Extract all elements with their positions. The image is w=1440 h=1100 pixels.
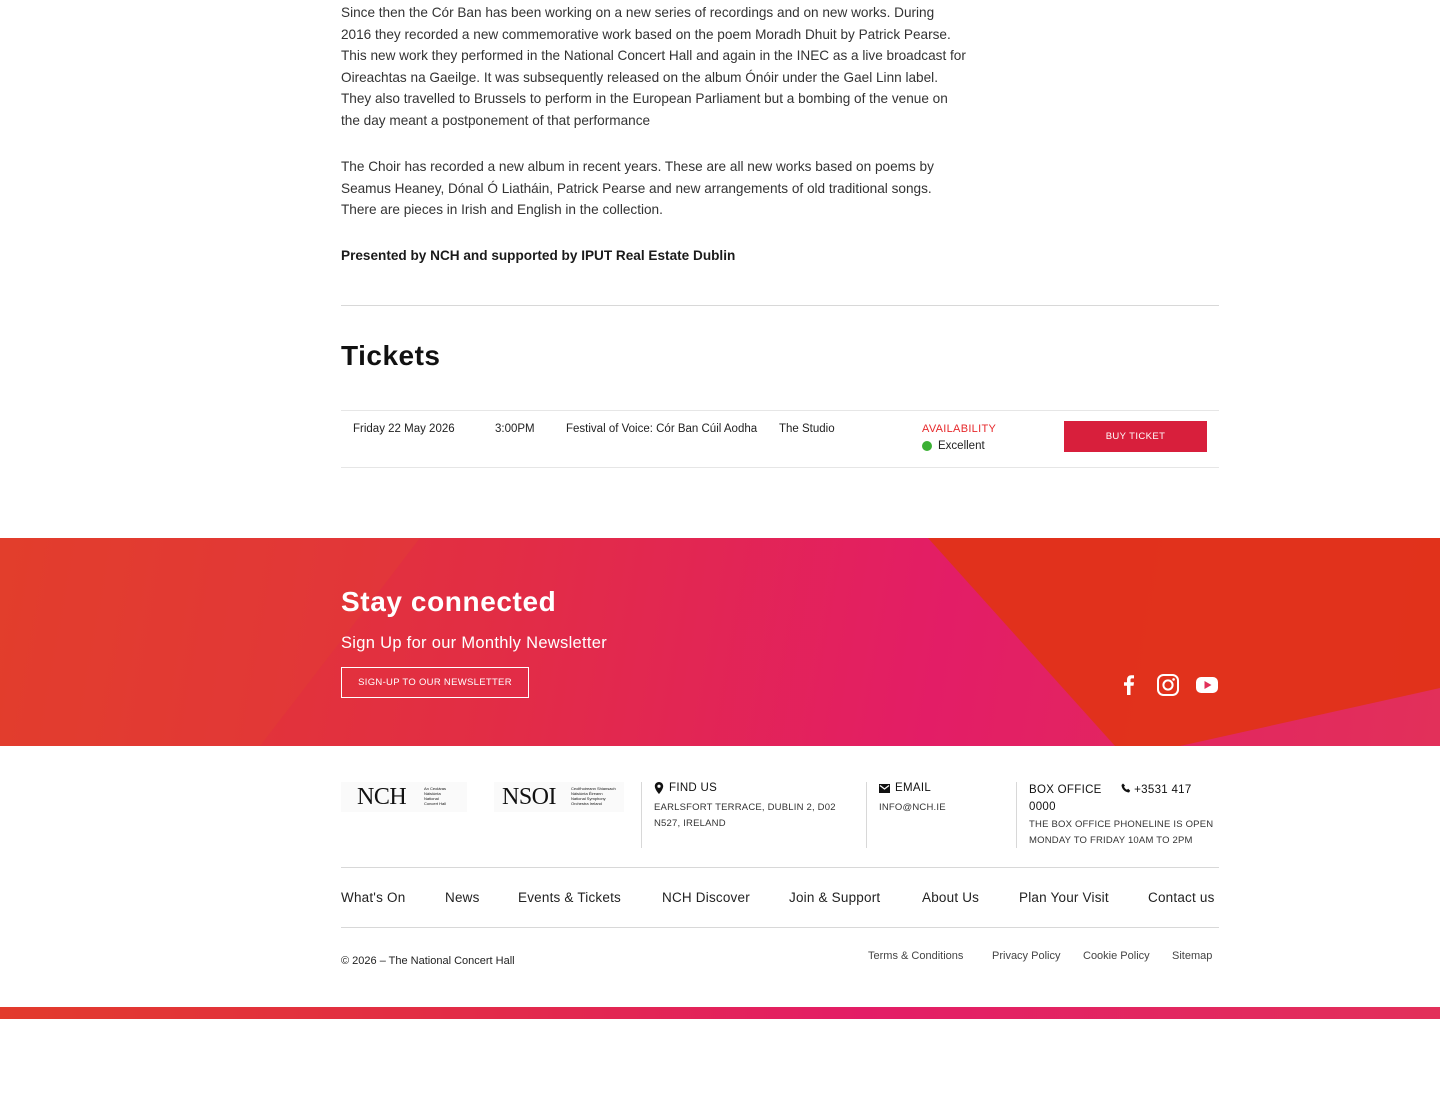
address-text: EARLSFORT TERRACE, DUBLIN 2, D02 N527, IRELAND [654,802,836,829]
nsoi-logo-subtext [571,786,616,806]
nsoi-logo-line: Ceolfhoireann Shiansach [571,786,616,791]
ticket-event-title: Festival of Voice: Cór Ban Cúil Aodha [566,423,758,435]
email-label-text: EMAIL [895,782,932,794]
footer-divider [866,782,867,848]
footer-nav-news[interactable]: News [445,890,480,905]
phone-icon [1121,783,1131,793]
footer-divider [341,927,1219,928]
stay-connected-heading: Stay connected [341,586,557,617]
section-divider [341,305,1219,306]
availability-label: AVAILABILITY [922,423,997,435]
nch-logo[interactable] [341,782,467,812]
nch-logo-line: National [424,796,439,801]
nch-logo-line: An Ceoláras [424,786,447,791]
buy-ticket-button[interactable]: BUY TICKET [1064,421,1207,452]
footer-divider [641,782,642,848]
newsletter-signup-button[interactable]: SIGN-UP TO OUR NEWSLETTER [341,667,529,698]
box-office-hours: THE BOX OFFICE PHONELINE IS OPEN MONDAY TO FRIDAY 10AM TO 2PM [1029,819,1214,846]
find-us-label-text: FIND US [669,782,718,794]
youtube-icon[interactable] [1194,672,1220,698]
nch-logo-line: Náisiúnta [424,791,441,796]
ticket-date: Friday 22 May 2026 [353,423,455,435]
event-description-paragraph: The Choir has recorded a new album in recent years. These are all new works based on poems by Seamus Heaney, Dónal Ó Liatháin, Patrick Pearse and new arrangements of old traditional songs. There are pieces in Irish and English in the collection. [341,159,934,218]
event-description-paragraph: Since then the Cór Ban has been working on a new series of recordings and on new works. During 2016 they recorded a new commemorative work based on the poem Moradh Dhuit by Patrick Pearse. This new work they performed in the National Concert Hall and again in the INEC as a live broadcast for Oireachtas na Gaeilge. It was subsequently released on the album Ónóir under the Gael Linn label. They also travelled to Brussels to perform in the European Parliament but a bombing of the venue on the day meant a postponement of that performance [341,5,966,128]
footer-divider [1016,782,1017,848]
footer-nav-contact-us[interactable]: Contact us [1148,890,1215,905]
nsoi-logo-line: Náisiúnta Éireann [571,791,603,796]
copyright-text: © 2026 – The National Concert Hall [341,955,515,967]
footer-nav-nch-discover[interactable]: NCH Discover [662,890,750,905]
find-us-label [654,782,717,794]
email-link[interactable]: INFO@NCH.IE [879,802,946,813]
background-shard-graphic [0,538,1440,746]
event-presented-by: Presented by NCH and supported by IPUT Real Estate Dublin [341,248,736,263]
terms-link[interactable]: Terms & Conditions [868,950,964,962]
email-label [879,782,931,794]
footer-divider [341,867,1219,868]
footer-nav-whats-on[interactable]: What's On [341,890,406,905]
instagram-icon[interactable] [1155,672,1181,698]
location-pin-icon [654,782,664,794]
sitemap-link[interactable]: Sitemap [1172,950,1213,962]
facebook-icon[interactable] [1116,672,1142,698]
ticket-time: 3:00PM [495,423,535,435]
nsoi-logo-line: Orchestra Ireland [571,801,602,806]
privacy-policy-link[interactable]: Privacy Policy [992,950,1061,962]
box-office-block [1029,782,1204,816]
tickets-heading: Tickets [341,340,441,371]
cookie-policy-link[interactable]: Cookie Policy [1083,950,1150,962]
nch-logo-line: Concert Hall [424,801,447,806]
footer-nav-about-us[interactable]: About Us [922,890,980,905]
nch-logo-wordmark: NCH [357,784,407,810]
mail-icon [879,784,890,793]
availability-dot-icon [922,441,932,451]
footer-nav-events-tickets[interactable]: Events & Tickets [518,890,621,905]
availability-status [922,440,985,452]
footer-gradient-bar [0,1007,1440,1019]
footer-nav-plan-your-visit[interactable]: Plan Your Visit [1019,890,1109,905]
nch-logo-subtext [424,786,446,806]
nsoi-logo-line: National Symphony [571,796,606,801]
newsletter-subheading: Sign Up for our Monthly Newsletter [341,634,608,652]
stay-connected-band [0,538,1440,746]
ticket-row [341,410,1219,468]
box-office-label: BOX OFFICE [1029,784,1102,796]
nsoi-logo[interactable] [494,782,624,812]
ticket-venue: The Studio [779,423,835,435]
footer-nav-join-support[interactable]: Join & Support [789,890,881,905]
availability-value: Excellent [938,440,985,452]
box-office-phone-link[interactable]: +3531 417 0000 [1029,784,1192,813]
nsoi-logo-wordmark: NSOI [502,784,557,810]
